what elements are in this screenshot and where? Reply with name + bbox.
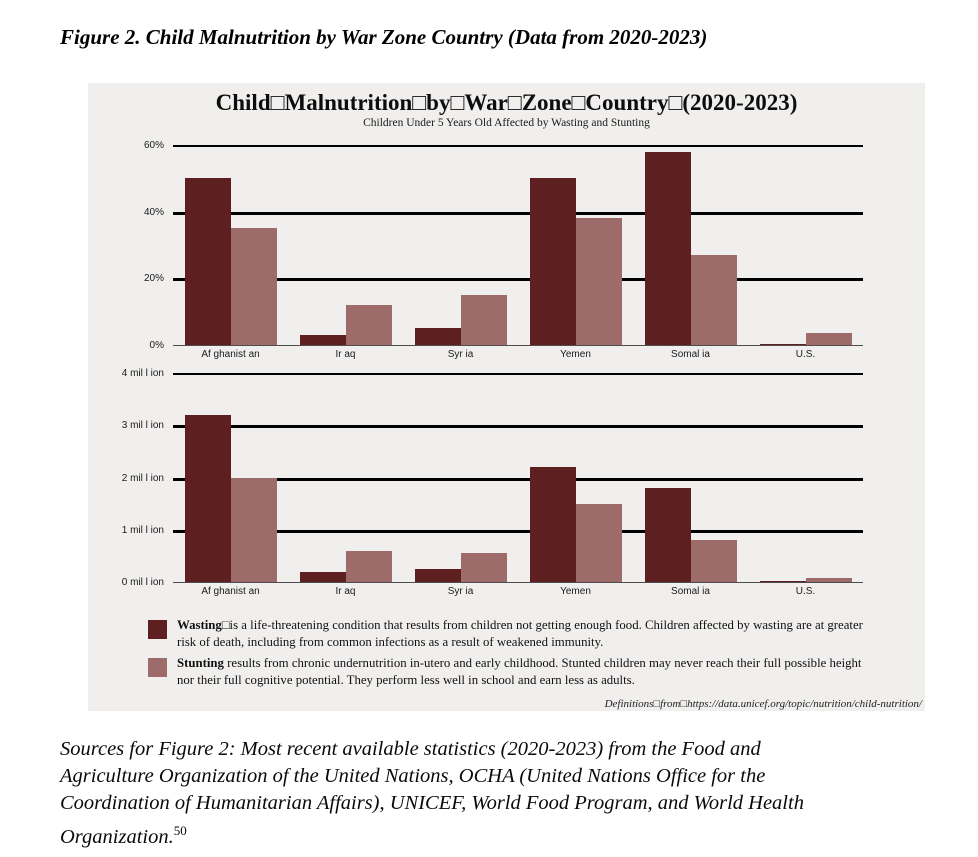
bar-groups [173, 373, 863, 597]
bar-group [173, 145, 288, 360]
stunting-bar [461, 295, 507, 345]
x-axis-category-label: Ir aq [335, 349, 356, 360]
stunting-bar [346, 305, 392, 345]
bar-group [288, 373, 403, 597]
wasting-swatch [148, 620, 167, 639]
bar-group [633, 145, 748, 360]
stunting-swatch [148, 658, 167, 677]
y-axis-tick-label: 40% [143, 206, 164, 218]
bar-group [403, 145, 518, 360]
wasting-bar [760, 581, 806, 582]
x-axis-category-label: Syr ia [447, 349, 474, 360]
wasting-bar [300, 572, 346, 582]
stunting-bar [576, 504, 622, 582]
x-axis-category-label: U.S. [795, 349, 816, 360]
sources-last-line: Organization. [60, 825, 174, 848]
wasting-bar [530, 178, 576, 345]
wasting-bar [530, 467, 576, 582]
sources-line: Sources for Figure 2: Most recent available statistics (2020-2023) from the Food and [60, 738, 761, 760]
sources-line [60, 817, 910, 851]
x-axis-category-label: Af ghanist an [201, 586, 260, 597]
wasting-definition-text: □is a life-threatening condition that results from children not getting enough food. Children affected by wasting are at greater risk of death, including from common infections as a result of weakened immunity. [177, 618, 863, 649]
bar-group [748, 145, 863, 360]
y-axis-tick-label: 4 mil l ion [121, 368, 164, 379]
stunting-bar [231, 228, 277, 345]
bar-group [288, 145, 403, 360]
y-axis-tick-label: 1 mil l ion [121, 524, 164, 536]
x-axis-category-label: Ir aq [335, 586, 356, 597]
chart-panel [88, 83, 925, 711]
bar-group [173, 373, 288, 597]
y-axis-tick-label: 60% [143, 140, 164, 151]
stunting-bar [576, 218, 622, 345]
sources-line: Coordination of Humanitarian Affairs), UNICEF, World Food Program, and World Health [60, 792, 804, 814]
x-axis-category-label: Yemen [560, 349, 591, 360]
x-axis-category-label: Yemen [560, 586, 591, 597]
stunting-bar [806, 333, 852, 345]
y-axis-tick-label: 2 mil l ion [121, 472, 164, 484]
stunting-definition-text: results from chronic undernutrition in-utero and early childhood. Stunted children may never reach their full possible height nor their full cognitive potential. They perform less well in school and earn less as adults. [177, 656, 862, 687]
bar-group [518, 145, 633, 360]
chart-legend [148, 617, 888, 693]
x-axis-category-label: U.S. [795, 586, 816, 597]
percent-bar-chart [143, 140, 863, 360]
legend-row-stunting [148, 655, 888, 689]
x-axis-category-label: Af ghanist an [201, 349, 260, 360]
figure-caption: Figure 2. Child Malnutrition by War Zone Country (Data from 2020-2023) [60, 25, 708, 49]
wasting-bar [645, 152, 691, 345]
bar-group [633, 373, 748, 597]
chart-title: Child□Malnutrition□by□War□Zone□Country□(2020-2023) [215, 90, 798, 115]
sources-caption [60, 736, 910, 851]
stunting-label: Stunting [177, 656, 224, 670]
wasting-bar [185, 415, 231, 582]
stunting-bar [461, 553, 507, 582]
wasting-bar [645, 488, 691, 582]
y-axis-tick-label: 0 mil l ion [121, 577, 164, 588]
bar-group [518, 373, 633, 597]
x-axis-category-label: Somal ia [671, 586, 710, 597]
wasting-label: Wasting [177, 618, 222, 632]
definitions-source-note: Definitions□from□https://data.unicef.org/topic/nutrition/child-nutrition/ [604, 698, 922, 710]
stunting-bar [231, 478, 277, 583]
y-axis-tick-label: 3 mil l ion [121, 420, 164, 432]
y-axis-tick-label: 20% [143, 273, 164, 285]
stunting-bar [691, 255, 737, 345]
bar-group [403, 373, 518, 597]
wasting-bar [300, 335, 346, 345]
stunting-definition [177, 655, 867, 689]
wasting-bar [415, 328, 461, 345]
x-axis-category-label: Syr ia [447, 586, 474, 597]
stunting-bar [346, 551, 392, 582]
footnote-number: 50 [173, 823, 187, 838]
chart-subtitle: Children Under 5 Years Old Affected by Wasting and Stunting [363, 117, 650, 129]
wasting-bar [415, 569, 461, 582]
wasting-bar [760, 344, 806, 345]
wasting-definition [177, 617, 867, 651]
y-axis-tick-label: 0% [149, 340, 164, 351]
stunting-bar [806, 578, 852, 582]
bar-group [748, 373, 863, 597]
bar-groups [173, 145, 863, 360]
x-axis-category-label: Somal ia [671, 349, 710, 360]
wasting-bar [185, 178, 231, 345]
millions-bar-chart [121, 368, 863, 597]
stunting-bar [691, 540, 737, 582]
sources-line: Agriculture Organization of the United Nations, OCHA (United Nations Office for the [60, 765, 766, 787]
legend-row-wasting [148, 617, 888, 651]
